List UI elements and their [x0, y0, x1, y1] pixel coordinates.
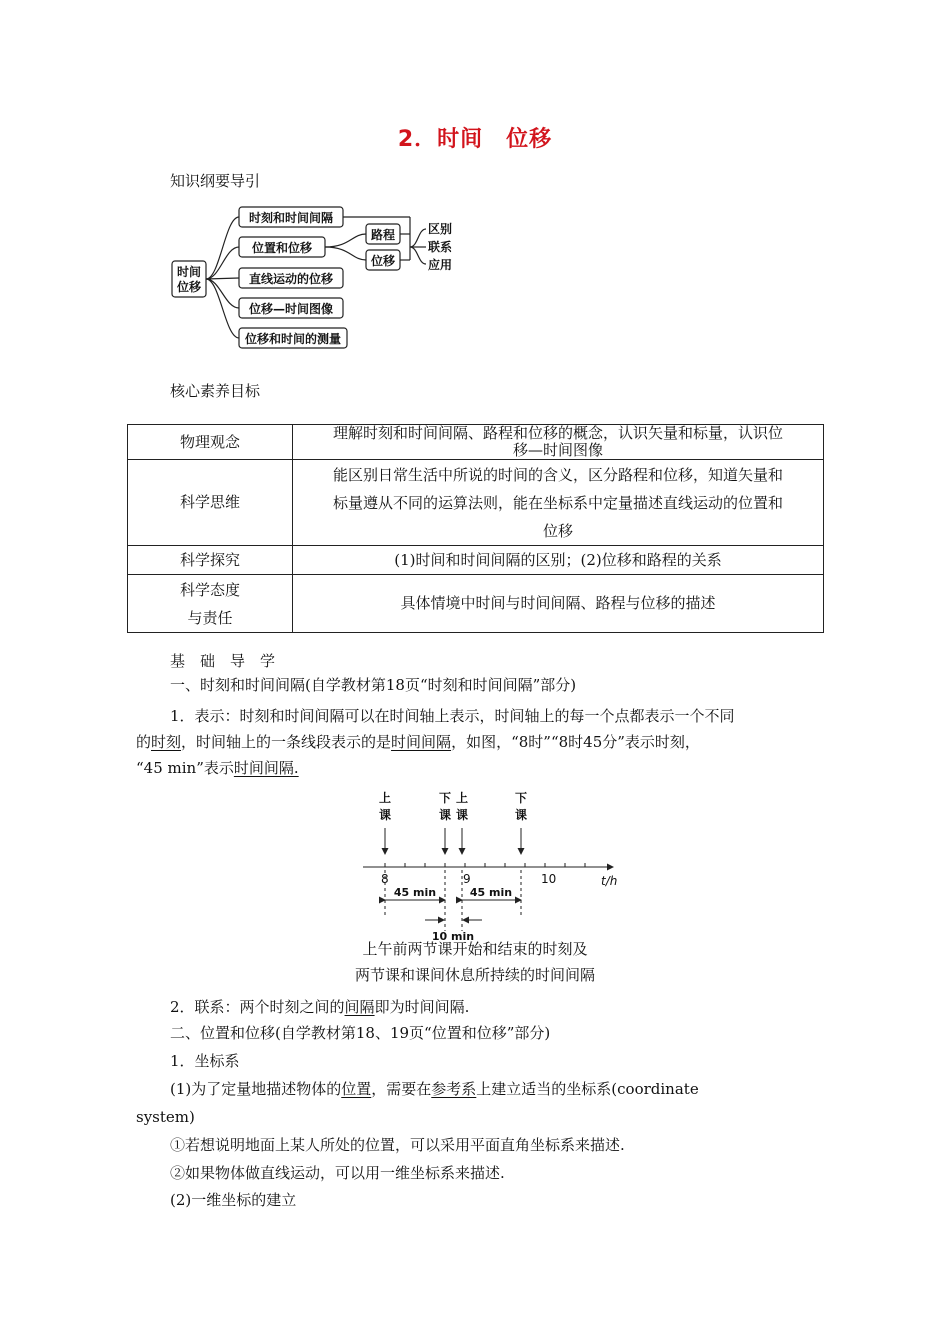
mindmap-connector — [325, 234, 366, 247]
tick-label-10: 10 — [541, 872, 557, 886]
mindmap-connector — [325, 247, 366, 260]
goal-value: 具体情境中时间与时间间隔、路程与位移的描述 — [293, 575, 824, 633]
goals-table — [127, 424, 824, 633]
table-row — [128, 425, 824, 460]
part1-p1-line3: “45 min”表示时间间隔. — [136, 759, 299, 777]
mindmap-connector — [410, 247, 426, 264]
page-title: 2．时间 位移 — [397, 127, 553, 152]
marker-2-line1: 下 — [438, 791, 452, 805]
marker-4-line2: 课 — [514, 808, 528, 822]
mindmap-connector — [410, 229, 426, 247]
tick-label-8: 8 — [381, 872, 389, 886]
part2-p4: ②如果物体做直线运动，可以用一维坐标系来描述. — [170, 1164, 505, 1182]
table-row — [128, 460, 824, 546]
table-row — [128, 575, 824, 633]
mindmap-connector — [206, 279, 239, 308]
mindmap-branch-1: 时刻和时间间隔 — [248, 211, 334, 225]
part1-p2: 2．联系：两个时刻之间的间隔即为时间间隔. — [170, 998, 470, 1016]
part2-p2-line2: system) — [136, 1108, 195, 1126]
goal-value: (1)时间和时间间隔的区别；(2)位移和路程的关系 — [293, 546, 824, 575]
part2-p5: (2)一维坐标的建立 — [170, 1191, 297, 1209]
goal-value: 理解时刻和时间间隔、路程和位移的概念，认识矢量和标量，认识位 移—时间图像 — [293, 425, 824, 460]
table-row — [128, 546, 824, 575]
mindmap-sub-1: 路程 — [370, 228, 396, 242]
marker-4-line1: 下 — [514, 791, 528, 805]
basics-heading: 基 础 导 学 — [170, 652, 276, 670]
goal-key: 科学态度 与责任 — [128, 575, 293, 633]
goal-key: 物理观念 — [128, 425, 293, 460]
marker-1-line2: 课 — [378, 808, 392, 822]
tick-label-9: 9 — [463, 872, 471, 886]
mindmap-leaf-1: 区别 — [428, 222, 453, 236]
mindmap-sub-2: 位移 — [370, 254, 396, 268]
interval-label-3: 10 min — [431, 930, 475, 943]
timeline-figure — [355, 788, 625, 946]
mindmap-leaf-3: 应用 — [428, 258, 453, 272]
mindmap-branch-4: 位移—时间图像 — [248, 302, 334, 316]
interval-label-2: 45 min — [469, 886, 513, 899]
part2-p1: 1．坐标系 — [170, 1052, 240, 1070]
mindmap-branch-2: 位置和位移 — [251, 241, 313, 255]
axis-label: t/h — [601, 874, 618, 888]
section-guide-heading: 知识纲要导引 — [170, 172, 261, 190]
section-goals-heading: 核心素养目标 — [170, 382, 261, 400]
marker-3-line1: 上 — [455, 791, 469, 805]
part1-heading: 一、时刻和时间间隔(自学教材第18页“时刻和时间间隔”部分) — [170, 676, 577, 694]
part2-p2: (1)为了定量地描述物体的位置，需要在参考系上建立适当的坐标系(coordinate — [170, 1080, 699, 1098]
figure-caption-line2: 两节课和课间休息所持续的时间间隔 — [354, 966, 595, 984]
marker-3-line2: 课 — [455, 808, 469, 822]
marker-2-line2: 课 — [438, 808, 452, 822]
mindmap-root-line2: 位移 — [176, 280, 202, 294]
figure-caption-line1: 上午前两节课开始和结束的时刻及 — [362, 940, 588, 958]
goal-key: 科学探究 — [128, 546, 293, 575]
part1-p1-line1: 1．表示：时刻和时间间隔可以在时间轴上表示，时间轴上的每一个点都表示一个不同 — [170, 707, 735, 725]
mindmap-branch-3: 直线运动的位移 — [248, 272, 334, 286]
marker-1-line1: 上 — [378, 791, 392, 805]
knowledge-mindmap — [160, 200, 480, 360]
mindmap-connector — [206, 279, 239, 338]
mindmap-connector — [206, 247, 239, 279]
goal-key: 科学思维 — [128, 460, 293, 546]
mindmap-root-line1: 时间 — [176, 265, 202, 279]
part2-p3: ①若想说明地面上某人所处的位置，可以采用平面直角坐标系来描述. — [170, 1136, 625, 1154]
goal-value: 能区别日常生活中所说的时间的含义，区分路程和位移，知道矢量和 标量遵从不同的运算法则，能在坐标系中定量描述直线运动的位置和 位移 — [293, 460, 824, 546]
interval-label-1: 45 min — [393, 886, 437, 899]
part1-p1-line2: 的时刻，时间轴上的一条线段表示的是时间间隔，如图，“8时”“8时45分”表示时刻， — [136, 733, 700, 751]
part2-heading: 二、位置和位移(自学教材第18、19页“位置和位移”部分) — [170, 1024, 551, 1042]
mindmap-leaf-2: 联系 — [428, 240, 453, 254]
axis-ticks — [385, 863, 585, 867]
mindmap-branch-5: 位移和时间的测量 — [244, 332, 342, 346]
